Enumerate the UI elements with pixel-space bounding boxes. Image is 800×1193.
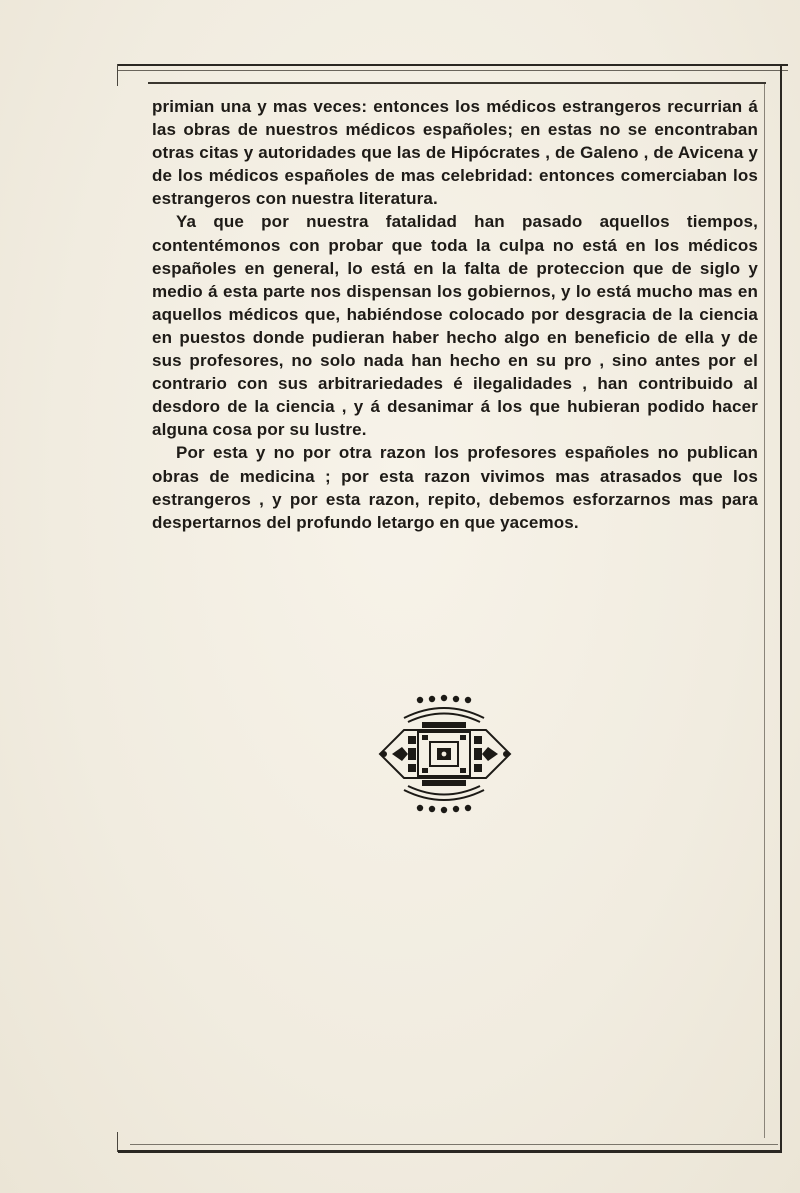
printer-ornament-icon [374, 692, 516, 816]
frame-line-bottom [118, 1150, 782, 1153]
frame-line-top-thin [118, 70, 788, 71]
paragraph-1: primian una y mas veces: entonces los médicos estrangeros recurrian á las obras de nuestros médicos españoles; en estas no se encontraban otras citas y autoridades que las de Hipócrates , de Galeno , de Avicena y de los médicos españoles de mas celebridad: entonces comerciaban los estrangeros con nuestra literatura. [152, 97, 758, 209]
inner-border-top [148, 82, 766, 84]
inner-border-right [764, 84, 765, 1138]
body-text [152, 95, 758, 534]
frame-line-top [118, 64, 788, 66]
paragraph-2: Ya que por nuestra fatalidad han pasado aquellos tiempos, contentémonos con probar que toda la culpa no está en los médicos españoles en general, lo está en la falta de proteccion que de siglo y medio á esta parte nos dispensan los gobiernos, y lo está mucho mas en aquellos médicos que, habiéndose colocado por desgracia de la ciencia en puestos donde pudieran haber hecho algo en beneficio de ella y de sus profesores, no solo nada han hecho en su pro , sino antes por el contrario con sus arbitrariedades é ilegalidades , han contribuido al desdoro de la ciencia , y á desanimar á los que hubieran podido hacer alguna cosa por su lustre. [152, 212, 758, 440]
frame-mark-left-top [117, 64, 118, 86]
frame-line-right [780, 66, 782, 1152]
frame-mark-left-bottom [117, 1132, 118, 1152]
frame-line-bottom-thin [130, 1144, 778, 1145]
paragraph-3: Por esta y no por otra razon los profesores españoles no publican obras de medicina ; por esta razon vivimos mas atrasados que los estrangeros , y por esta razon, repito, debemos esforzarnos mas para despertarnos del profundo letargo en que yacemos. [152, 443, 758, 532]
